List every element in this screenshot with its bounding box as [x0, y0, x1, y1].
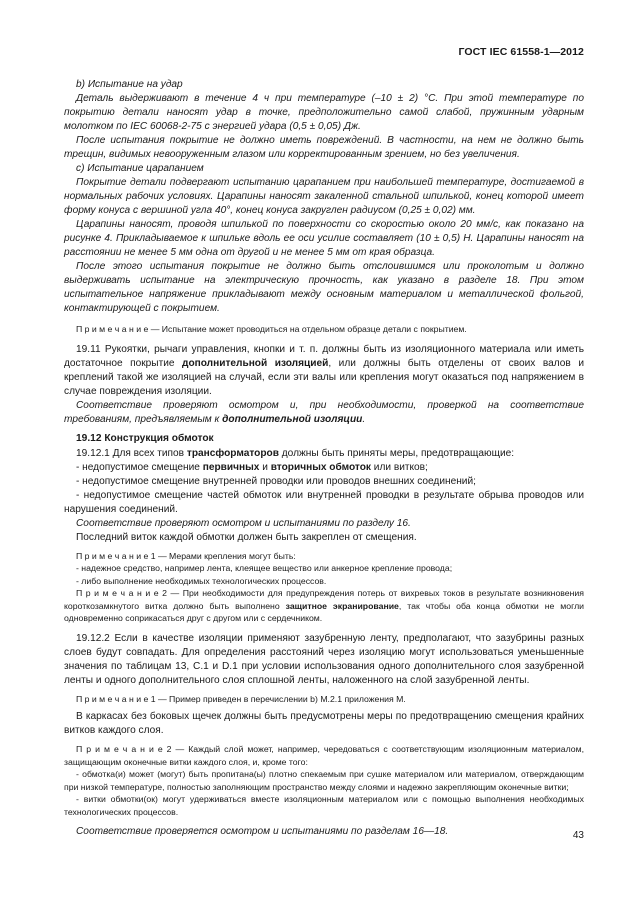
note-label: П р и м е ч а н и е	[76, 324, 149, 334]
section-b-title: b) Испытание на удар	[76, 79, 183, 90]
note-19-12-1-1	[64, 550, 584, 563]
term-primary: первичных	[202, 461, 260, 473]
clause-19-12-2-frames: В каркасах без боковых щечек должны быть предусмотрены меры по предотвращению смещения крайних витков каждого слоя.	[64, 711, 584, 736]
note-19-12-2-2-item-2: - витки обмотки(ок) могут удерживаться вместе изоляционным материалом или с помощью выполнения необходимых технологических процессов.	[64, 794, 584, 817]
term-protective-screening: защитное экранирование	[285, 600, 399, 611]
section-c-para-1: Покрытие детали подвергают испытанию царапанием при наибольшей температуре, достигаемой в нормальных рабочих условиях. Царапины наносят закаленной стальной шпилькой, конец которой имеет форму конуса с вершиной угла 40°, конец конуса закруглен радиусом (0,25 ± 0,02) мм.	[64, 177, 584, 216]
list-item-2: - недопустимое смещение внутренней проводки или проводов внешних соединений;	[76, 475, 476, 487]
list-text: и	[259, 461, 271, 473]
note-label: П р и м е ч а н и е 2	[76, 588, 167, 598]
list-item-1	[64, 461, 584, 475]
section-c-para-2: Царапины наносят, проводя шпилькой по поверхности со скоростью около 20 мм/с, как показано на рисунке 4. Прикладываемое к шпильке вдоль ее оси усилие составляет (10 ± 0,5) Н. Царапины наносят на расстоянии не менее 5 мм одна от другой и не менее 5 мм от края образца.	[64, 219, 584, 258]
note-text: — Испытание может проводиться на отдельном образце детали с покрытием.	[148, 324, 467, 334]
clause-19-12-1-compliance: Соответствие проверяют осмотром и испытаниями по разделу 16.	[76, 517, 411, 529]
section-c-para-3: После этого испытания покрытие не должно быть отслоившимся или проколотым и должно выдерживать испытание на электрическую прочность, как указано в разделе 18. При этом испытательное напряжение прикладывают между основным материалом и металлической фольгой, контактирующей с покрытием.	[64, 261, 584, 314]
compliance-text: Соответствие проверяют осмотром и, при необходимости, проверкой на соответствие требованиям, предъявляемым к	[64, 399, 584, 425]
final-compliance: Соответствие проверяется осмотром и испытаниями по разделам 16—18.	[76, 826, 449, 837]
note-label: П р и м е ч а н и е 1	[76, 550, 156, 561]
note-text: — Каждый слой может, например, чередоваться с соответствующим изоляционным материалом, защищающим оконечные витки каждого слоя, и, кроме того:	[64, 744, 585, 767]
note-text: — Мерами крепления могут быть:	[155, 550, 296, 561]
list-text: - недопустимое смещение	[76, 461, 203, 473]
note-text: — Пример приведен в перечислении b) М.2.1 приложения М.	[155, 693, 406, 704]
term-additional-insulation: дополнительной изоляцией	[182, 357, 329, 369]
clause-19-12-2: 19.12.2 Если в качестве изоляции применяют зазубренную ленту, предполагают, что зазубрины разных слоев будут совпадать. Для определения расстояний через изоляцию могут использоваться уменьшенные значения по таблицам 13, С.1 и D.1 при условии использования одного дополнительного слоя зазубренной ленты и одного дополнительного слоя сплошной ленты, наложенного на слой зазубренной ленты.	[64, 632, 584, 686]
page-body	[64, 78, 584, 839]
document-code: ГОСТ IEC 61558-1—2012	[458, 46, 584, 58]
list-text: или витков;	[370, 461, 428, 473]
clause-19-12-1	[64, 447, 584, 461]
note-19-12-1-2	[64, 587, 584, 625]
clause-text: должны быть приняты меры, предотвращающие:	[278, 447, 515, 459]
section-b-para-2: После испытания покрытие не должно иметь повреждений. В частности, на нем не должно быть трещин, видимых невооруженным глазом или корректированным зрением, но без увеличения.	[64, 135, 584, 160]
note-19-12-1-1-item-2: - либо выполнение необходимых технологических процессов.	[76, 575, 327, 586]
note-1	[64, 323, 584, 336]
section-c-title: c) Испытание царапанием	[76, 163, 204, 174]
clause-text: , или должны быть отделены от своих валов и креплений такой же изоляцией на случай, если эти валы или крепления могут оказаться под напряжением в случае повреждения изоляции.	[64, 357, 584, 397]
clause-19-11	[64, 343, 584, 399]
clause-19-12-title: 19.12 Конструкция обмоток	[76, 432, 214, 444]
clause-19-11-compliance	[64, 399, 584, 427]
clause-19-12-1-last-turn: Последний виток каждой обмотки должен быть закреплен от смещения.	[76, 531, 417, 543]
note-19-12-2-1	[64, 693, 584, 706]
term-additional-insulation: дополнительной изоляции	[222, 413, 363, 425]
list-item-3: - недопустимое смещение частей обмоток или внутренней проводки в результате обрыва проводов или нарушения соединений.	[64, 489, 584, 515]
note-text: — При необходимости для предупреждения потерь от вихревых токов в результате возникновения короткозамкнутого витка должно быть выполнено	[64, 588, 584, 611]
page-number: 43	[572, 830, 584, 841]
note-19-12-2-2	[64, 743, 584, 768]
note-19-12-1-1-item-1: - надежное средство, например лента, клеящее вещество или анкерное крепление провода;	[76, 563, 453, 573]
clause-text: 19.11 Рукоятки, рычаги управления, кнопки и т. п. должны быть из изоляционного материала или иметь достаточное покрытие	[64, 343, 584, 369]
note-label: П р и м е ч а н и е 2	[76, 744, 172, 754]
term-secondary-windings: вторичных обмоток	[270, 461, 371, 473]
note-label: П р и м е ч а н и е 1	[76, 693, 156, 704]
clause-text: 19.12.1 Для всех типов	[76, 447, 187, 459]
compliance-text: .	[362, 413, 366, 425]
section-b-para-1: Деталь выдерживают в течение 4 ч при температуре (–10 ± 2) °С. При этой температуре по покрытию детали наносят удар в точке, предположительно самой слабой, пружинным ударным молотком по IEC 60068-2-75 с энергией удара (0,5 ± 0,05) Дж.	[64, 93, 584, 132]
note-text: , так чтобы оба конца обмотки не могли одновременно соприкасаться друг с другом или с сердечником.	[64, 600, 584, 623]
term-transformers: трансформаторов	[186, 447, 279, 459]
note-19-12-2-2-item-1: - обмотка(и) может (могут) быть пропитана(ы) плотно спекаемым при сушке материалом или материалом, отверждающим при низкой температуре, полностью заполняющим пространство между слоями и надежно закрепляющим оконечные витки;	[64, 769, 584, 792]
